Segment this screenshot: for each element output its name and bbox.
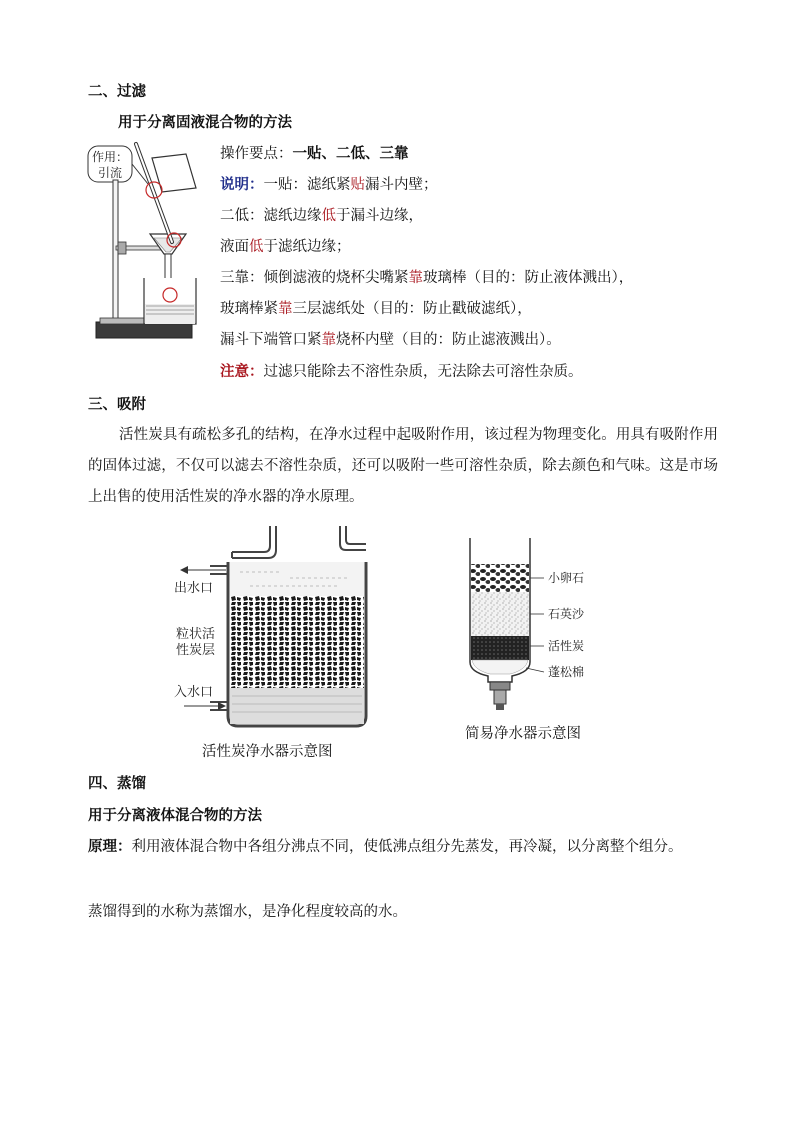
carbon-label: 活性炭 (548, 639, 585, 653)
cotton-layer (472, 660, 528, 674)
sankao3-highlight: 靠 (321, 332, 336, 348)
operation-points-line (220, 144, 409, 164)
note-text: 过滤只能除去不溶性杂质，无法除去可溶性杂质。 (263, 364, 583, 380)
principle-label: 原理： (88, 839, 132, 855)
yitie-text-c: 漏斗内壁； (365, 177, 438, 193)
section-heading-filtration: 二、过滤 (88, 84, 146, 100)
sankao2-text-a: 玻璃棒紧 (220, 301, 278, 317)
distilled-water-line: 蒸馏得到的水称为蒸馏水，是净化程度较高的水。 (88, 904, 407, 920)
pebbles-label: 小卵石 (548, 571, 585, 585)
sankao3-text-a: 漏斗下端管口紧 (220, 332, 322, 348)
inlet-label: 入水口 (174, 685, 214, 700)
carbon-purifier-figure (170, 526, 380, 741)
filtration-subheading: 用于分离固液混合物的方法 (118, 115, 292, 131)
carbon-layer (471, 636, 529, 660)
carbon-purifier-caption: 活性炭净水器示意图 (202, 744, 333, 760)
simple-purifier-figure (460, 536, 600, 716)
erdi2-text-c: 于滤纸边缘； (263, 239, 351, 255)
pebble-layer (471, 564, 529, 592)
erdi2-text-a: 液面 (220, 239, 249, 255)
explain-label: 说明： (220, 177, 264, 193)
principle-text: 利用液体混合物中各组分沸点不同，使低沸点组分先蒸发，再冷凝，以分离整个组分。 (131, 839, 683, 855)
sankao1-text-a: 三靠：倾倒滤液的烧杯尖嘴紧 (220, 270, 409, 286)
erdi2-highlight: 低 (249, 239, 264, 255)
adsorption-paragraph: 活性炭具有疏松多孔的结构，在净水过程中起吸附作用，该过程为物理变化。用具有吸附作用的固体过滤，不仅可以滤去不溶性杂质，还可以吸附一些可溶性杂质，除去颜色和气味。这是市场上出售的使用活性炭的净水器的净水原理。 (88, 427, 718, 505)
sankao-line-2 (220, 299, 532, 319)
bottom-water (230, 688, 364, 724)
explain-line (220, 175, 438, 195)
erdi1-highlight: 低 (321, 208, 336, 224)
stand-rod (113, 180, 118, 330)
sankao-line-3 (220, 330, 561, 350)
filtration-apparatus-figure (86, 140, 202, 342)
points-label: 操作要点： (220, 146, 293, 162)
note-line (220, 362, 583, 382)
carbon-granule-layer (230, 596, 364, 688)
section-heading-adsorption: 三、吸附 (88, 397, 146, 413)
section-heading-distillation: 四、蒸馏 (88, 776, 146, 792)
distillation-subheading: 用于分离液体混合物的方法 (88, 808, 262, 824)
top-water (230, 562, 364, 596)
outlet-label: 出水口 (174, 581, 214, 596)
sankao1-highlight: 靠 (408, 270, 423, 286)
points-text: 一贴、二低、三靠 (292, 146, 409, 162)
callout-text-1: 作用： (91, 150, 129, 164)
yitie-highlight: 贴 (350, 177, 365, 193)
layer-label-1: 粒状活 (176, 627, 216, 642)
simple-purifier-caption: 简易净水器示意图 (465, 726, 581, 742)
note-label: 注意： (220, 364, 264, 380)
sankao3-text-c: 烧杯内壁（目的：防止滤液溅出）。 (336, 332, 561, 348)
cotton-label: 蓬松棉 (548, 665, 585, 679)
principle-paragraph (88, 832, 718, 863)
erdi-line-1 (220, 206, 423, 226)
sankao1-text-c: 玻璃棒（目的：防止液体溅出）， (423, 270, 634, 286)
sankao2-text-c: 三层滤纸处（目的：防止戳破滤纸）， (292, 301, 532, 317)
erdi-line-2 (220, 237, 351, 257)
erdi1-text-a: 二低：滤纸边缘 (220, 208, 322, 224)
callout-text-2: 引流 (97, 166, 123, 180)
yitie-text-a: 一贴：滤纸紧 (263, 177, 351, 193)
sand-label: 石英沙 (548, 607, 585, 621)
sankao-line-1 (220, 268, 633, 288)
erdi1-text-c: 于漏斗边缘， (336, 208, 423, 224)
sand-layer (471, 592, 529, 636)
layer-label-2: 性炭层 (176, 643, 216, 658)
pouring-beaker (152, 154, 196, 192)
sankao2-highlight: 靠 (278, 301, 293, 317)
